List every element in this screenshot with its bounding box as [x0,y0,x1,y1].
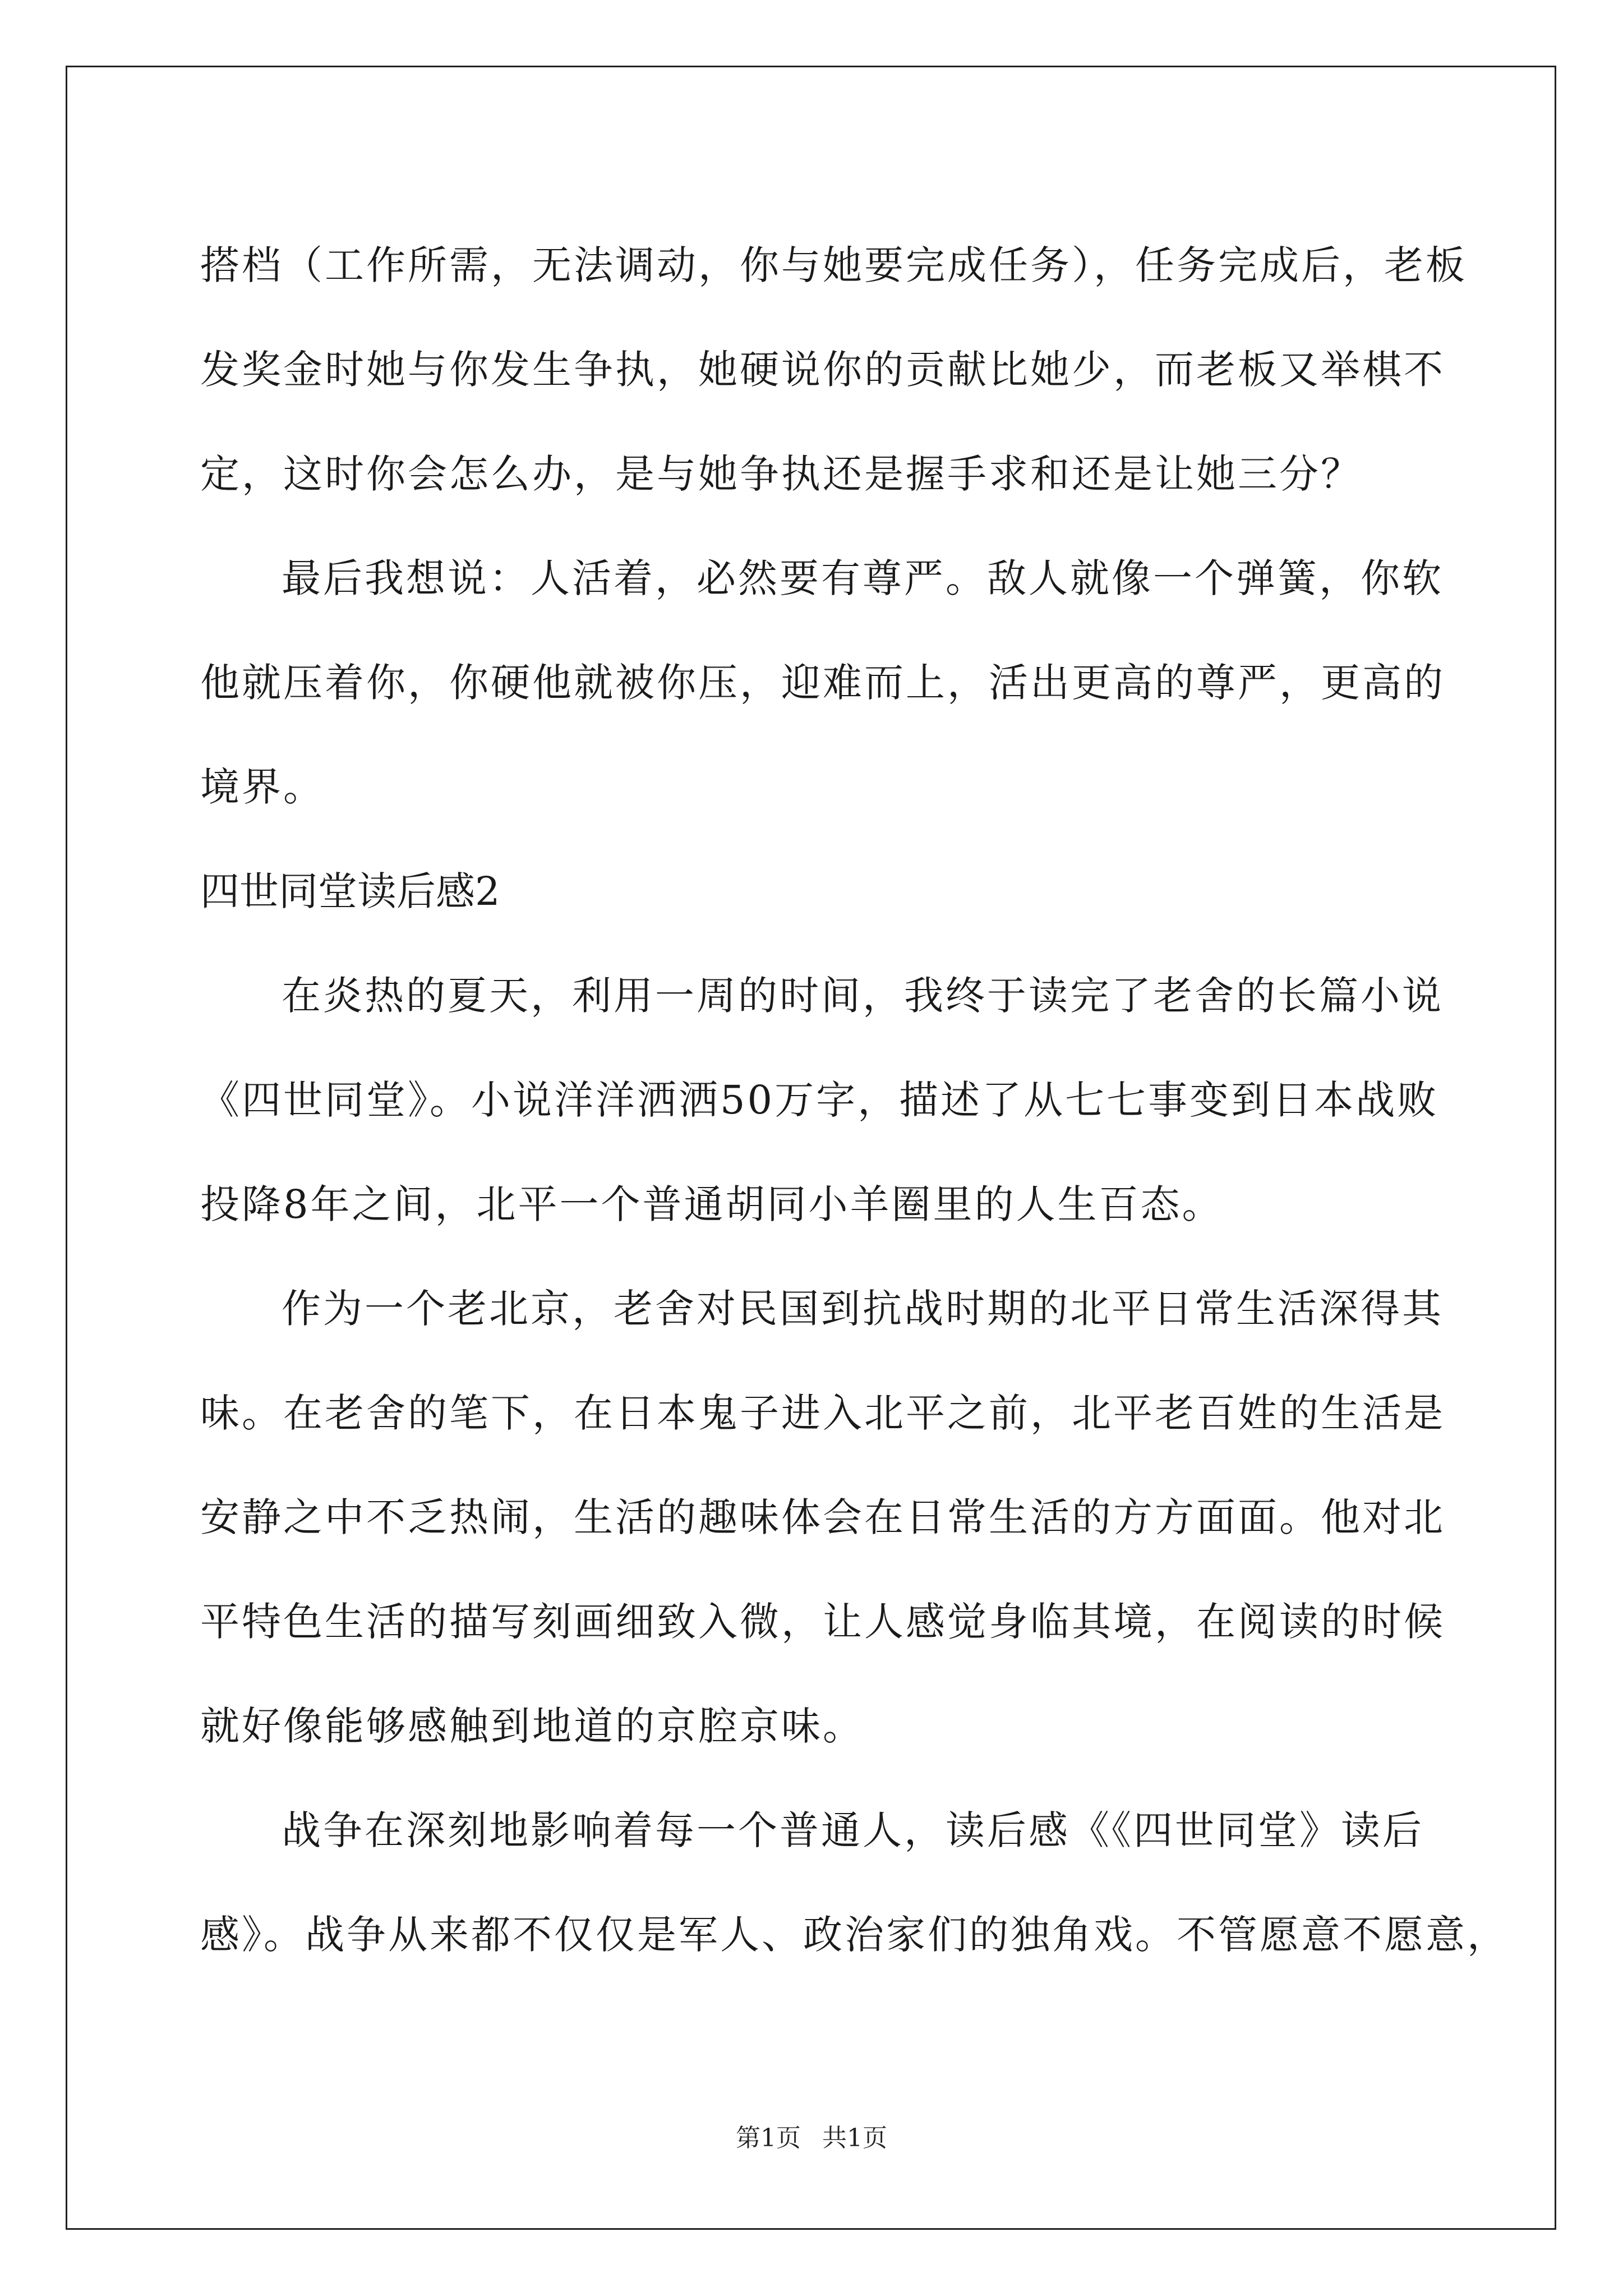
paragraph [200,1778,1509,1987]
text-line: 定，这时你会怎么办，是与她争执还是握手求和还是让她三分？ [200,451,1362,497]
text-line: 就好像能够感触到地道的京腔京味。 [200,1703,864,1749]
text-line: 发奖金时她与你发生争执，她硬说你的贡献比她少，而老板又举棋不 [200,347,1445,393]
page-number: 第1页 [736,2124,801,2152]
text-line: 平特色生活的描写刻画细致入微，让人感觉身临其境，在阅读的时候 [200,1599,1445,1645]
text-line: 搭档（工作所需，无法调动，你与她要完成任务），任务完成后，老板 [200,242,1467,288]
page-total: 共1页 [822,2124,887,2152]
text-line: 在炎热的夏天，利用一周的时间，我终于读完了老舍的长篇小说 [282,973,1444,1019]
paragraph [200,526,1445,839]
text-line: 境界。 [200,764,325,810]
text-line: 他就压着你，你硬他就被你压，迎难而上，活出更高的尊严，更高的 [200,660,1445,706]
text-line: 最后我想说：人活着，必然要有尊严。敌人就像一个弹簧，你软 [282,555,1444,601]
text-line: 战争在深刻地影响着每一个普通人，读后感《《四世同堂》读后 [282,1807,1424,1853]
document-body [200,213,1509,1987]
text-line: 作为一个老北京，老舍对民国到抗战时期的北平日常生活深得其 [282,1286,1444,1332]
paragraph [200,944,1444,1257]
page-footer [0,2118,1623,2154]
paragraph [200,1257,1445,1778]
paragraph [200,213,1467,526]
text-line: 《四世同堂》。小说洋洋洒洒50万字，描述了从七七事变到日本战败 [200,1077,1439,1123]
text-line: 味。在老舍的笔下，在日本鬼子进入北平之前，北平老百姓的生活是 [200,1390,1445,1436]
text-line: 投降8年之间，北平一个普通胡同小羊圈里的人生百态。 [200,1181,1224,1227]
section-title: 四世同堂读后感2 [200,868,500,914]
text-line: 安静之中不乏热闹，生活的趣味体会在日常生活的方方面面。他对北 [200,1494,1445,1540]
text-line: 感》。战争从来都不仅仅是军人、政治家们的独角戏。不管愿意不愿意， [200,1912,1509,1958]
